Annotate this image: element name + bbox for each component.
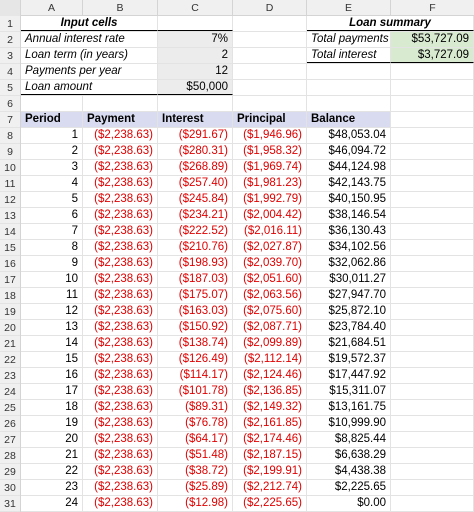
balance-cell[interactable]: $46,094.72 (307, 144, 391, 159)
period-cell[interactable]: 5 (21, 192, 83, 207)
period-cell[interactable]: 14 (21, 336, 83, 351)
payment-cell[interactable]: ($2,238.63) (83, 480, 158, 495)
table-row (21, 480, 474, 496)
cell[interactable] (391, 448, 474, 463)
interest-cell[interactable]: ($222.52) (158, 224, 233, 239)
cell[interactable] (391, 144, 474, 159)
balance-cell[interactable]: $13,161.75 (307, 400, 391, 415)
row-header[interactable]: 24 (0, 384, 20, 400)
row-header[interactable]: 14 (0, 224, 20, 240)
table-row (21, 416, 474, 432)
balance-cell[interactable]: $36,130.43 (307, 224, 391, 239)
row-header[interactable]: 23 (0, 368, 20, 384)
cell[interactable] (307, 96, 391, 111)
balance-cell[interactable]: $4,438.38 (307, 464, 391, 479)
period-cell[interactable]: 2 (21, 144, 83, 159)
interest-cell[interactable]: ($138.74) (158, 336, 233, 351)
interest-cell[interactable]: ($245.84) (158, 192, 233, 207)
cell[interactable] (391, 368, 474, 383)
table-row (21, 304, 474, 320)
balance-cell[interactable]: $19,572.37 (307, 352, 391, 367)
row-header[interactable]: 3 (0, 48, 20, 64)
balance-cell[interactable]: $44,124.98 (307, 160, 391, 175)
period-cell[interactable]: 4 (21, 176, 83, 191)
payment-cell[interactable]: ($2,238.63) (83, 144, 158, 159)
interest-cell[interactable]: ($280.31) (158, 144, 233, 159)
period-cell[interactable]: 12 (21, 304, 83, 319)
total-interest-value[interactable]: $3,727.09 (391, 48, 474, 63)
cell[interactable] (391, 320, 474, 335)
principal-cell[interactable]: ($2,187.15) (233, 448, 307, 463)
cell[interactable] (391, 272, 474, 287)
column-header-e[interactable]: E (307, 0, 391, 16)
payment-cell[interactable]: ($2,238.63) (83, 464, 158, 479)
cell[interactable] (391, 304, 474, 319)
principal-cell[interactable]: ($2,051.60) (233, 272, 307, 287)
cell[interactable] (233, 64, 307, 79)
row-header[interactable]: 10 (0, 160, 20, 176)
principal-cell[interactable]: ($2,174.46) (233, 432, 307, 447)
interest-cell[interactable]: ($198.93) (158, 256, 233, 271)
table-row (21, 496, 474, 512)
principal-cell[interactable]: ($2,004.42) (233, 208, 307, 223)
balance-cell[interactable]: $15,311.07 (307, 384, 391, 399)
balance-cell[interactable]: $34,102.56 (307, 240, 391, 255)
row-header[interactable]: 2 (0, 32, 20, 48)
payment-cell[interactable]: ($2,238.63) (83, 304, 158, 319)
cell[interactable] (391, 336, 474, 351)
period-cell[interactable]: 11 (21, 288, 83, 303)
row-header[interactable]: 6 (0, 96, 20, 112)
period-cell[interactable]: 23 (21, 480, 83, 495)
period-cell[interactable]: 15 (21, 352, 83, 367)
row-header[interactable]: 30 (0, 480, 20, 496)
table-row (21, 224, 474, 240)
row-header[interactable]: 27 (0, 432, 20, 448)
payment-cell[interactable]: ($2,238.63) (83, 240, 158, 255)
table-row (21, 432, 474, 448)
period-cell[interactable]: 1 (21, 128, 83, 143)
payment-cell[interactable]: ($2,238.63) (83, 208, 158, 223)
cell[interactable] (233, 16, 307, 31)
table-row (21, 128, 474, 144)
payment-cell[interactable]: ($2,238.63) (83, 400, 158, 415)
cell[interactable] (391, 128, 474, 143)
balance-cell[interactable]: $0.00 (307, 496, 391, 511)
table-row (21, 160, 474, 176)
period-cell[interactable]: 20 (21, 432, 83, 447)
header-balance[interactable]: Balance (307, 112, 391, 127)
principal-cell[interactable]: ($2,161.85) (233, 416, 307, 431)
cell[interactable] (233, 32, 307, 47)
cell[interactable] (233, 48, 307, 63)
principal-cell[interactable]: ($1,992.79) (233, 192, 307, 207)
payment-cell[interactable]: ($2,238.63) (83, 192, 158, 207)
cell[interactable] (391, 224, 474, 239)
table-row (21, 240, 474, 256)
cell[interactable] (307, 64, 391, 79)
table-row (21, 400, 474, 416)
table-row (21, 208, 474, 224)
cell[interactable] (391, 496, 474, 511)
principal-cell[interactable]: ($1,958.32) (233, 144, 307, 159)
interest-cell[interactable]: ($12.98) (158, 496, 233, 511)
interest-cell[interactable]: ($38.72) (158, 464, 233, 479)
interest-cell[interactable]: ($163.03) (158, 304, 233, 319)
table-row (21, 368, 474, 384)
cell[interactable] (233, 96, 307, 111)
period-cell[interactable]: 24 (21, 496, 83, 511)
balance-cell[interactable]: $27,947.70 (307, 288, 391, 303)
period-cell[interactable]: 17 (21, 384, 83, 399)
period-cell[interactable]: 3 (21, 160, 83, 175)
cell[interactable] (391, 208, 474, 223)
amount-value[interactable]: $50,000 (158, 80, 233, 95)
payment-cell[interactable]: ($2,238.63) (83, 384, 158, 399)
column-header-bar (0, 0, 474, 16)
principal-cell[interactable]: ($1,946.96) (233, 128, 307, 143)
period-cell[interactable]: 7 (21, 224, 83, 239)
cell[interactable] (391, 480, 474, 495)
column-header-f[interactable]: F (429, 2, 436, 14)
payment-cell[interactable]: ($2,238.63) (83, 352, 158, 367)
term-label[interactable]: Loan term (in years) (21, 48, 158, 63)
payment-cell[interactable]: ($2,238.63) (83, 224, 158, 239)
cell[interactable] (391, 80, 474, 95)
balance-cell[interactable]: $10,999.90 (307, 416, 391, 431)
table-row (21, 384, 474, 400)
table-row (21, 352, 474, 368)
cell[interactable] (391, 192, 474, 207)
table-row (21, 448, 474, 464)
cell[interactable] (391, 112, 474, 127)
row-header[interactable]: 26 (0, 416, 20, 432)
sheet-row (21, 32, 474, 48)
table-row (21, 288, 474, 304)
cell[interactable] (391, 160, 474, 175)
cell[interactable] (391, 352, 474, 367)
row-header[interactable]: 15 (0, 240, 20, 256)
principal-cell[interactable]: ($2,027.87) (233, 240, 307, 255)
cell[interactable] (391, 400, 474, 415)
loan-summary-title[interactable]: Loan summary (307, 16, 474, 31)
payment-cell[interactable]: ($2,238.63) (83, 176, 158, 191)
row-header[interactable]: 4 (0, 64, 20, 80)
sheet-row (21, 48, 474, 64)
payment-cell[interactable]: ($2,238.63) (83, 160, 158, 175)
row-header[interactable]: 16 (0, 256, 20, 272)
balance-cell[interactable]: $32,062.86 (307, 256, 391, 271)
interest-cell[interactable]: ($64.17) (158, 432, 233, 447)
term-value[interactable]: 2 (158, 48, 233, 63)
row-header[interactable]: 22 (0, 352, 20, 368)
row-header-bar (0, 16, 21, 512)
row-header[interactable]: 29 (0, 464, 20, 480)
principal-cell[interactable]: ($2,016.11) (233, 224, 307, 239)
row-header[interactable]: 21 (0, 336, 20, 352)
interest-cell[interactable]: ($150.92) (158, 320, 233, 335)
rate-label[interactable]: Annual interest rate (21, 32, 158, 47)
period-cell[interactable]: 22 (21, 464, 83, 479)
period-cell[interactable]: 8 (21, 240, 83, 255)
interest-cell[interactable]: ($175.07) (158, 288, 233, 303)
balance-cell[interactable]: $17,447.92 (307, 368, 391, 383)
table-row (21, 336, 474, 352)
row-header[interactable]: 9 (0, 144, 20, 160)
table-row (21, 464, 474, 480)
interest-cell[interactable]: ($268.89) (158, 160, 233, 175)
cell[interactable] (158, 16, 233, 31)
interest-cell[interactable]: ($234.21) (158, 208, 233, 223)
cell[interactable] (391, 64, 474, 79)
payment-cell[interactable]: ($2,238.63) (83, 288, 158, 303)
payment-cell[interactable]: ($2,238.63) (83, 256, 158, 271)
interest-cell[interactable]: ($89.31) (158, 400, 233, 415)
principal-cell[interactable]: ($2,063.56) (233, 288, 307, 303)
interest-cell[interactable]: ($51.48) (158, 448, 233, 463)
cell[interactable] (21, 96, 83, 111)
interest-cell[interactable]: ($126.49) (158, 352, 233, 367)
ppy-value[interactable]: 12 (158, 64, 233, 79)
column-header-d[interactable]: D (233, 0, 307, 16)
row-header[interactable]: 5 (0, 80, 20, 96)
interest-cell[interactable]: ($25.89) (158, 480, 233, 495)
cell[interactable] (391, 256, 474, 271)
sheet-row (21, 16, 474, 32)
balance-cell[interactable]: $38,146.54 (307, 208, 391, 223)
principal-cell[interactable]: ($2,124.46) (233, 368, 307, 383)
row-header[interactable]: 1 (0, 16, 20, 32)
period-cell[interactable]: 6 (21, 208, 83, 223)
header-interest[interactable]: Interest (158, 112, 233, 127)
balance-cell[interactable]: $8,825.44 (307, 432, 391, 447)
table-row (21, 176, 474, 192)
cell[interactable] (391, 240, 474, 255)
amount-label[interactable]: Loan amount (21, 80, 158, 95)
payment-cell[interactable]: ($2,238.63) (83, 368, 158, 383)
cell[interactable] (391, 432, 474, 447)
cell[interactable] (158, 96, 233, 111)
balance-cell[interactable]: $6,638.29 (307, 448, 391, 463)
interest-cell[interactable]: ($114.17) (158, 368, 233, 383)
interest-cell[interactable]: ($101.78) (158, 384, 233, 399)
row-header[interactable]: 8 (0, 128, 20, 144)
cell[interactable] (391, 288, 474, 303)
cell[interactable] (391, 464, 474, 479)
cell[interactable] (391, 384, 474, 399)
table-row (21, 144, 474, 160)
table-row (21, 256, 474, 272)
input-cells-title[interactable]: Input cells (21, 16, 158, 31)
period-cell[interactable]: 18 (21, 400, 83, 415)
sheet-row (21, 80, 474, 96)
period-cell[interactable]: 19 (21, 416, 83, 431)
principal-cell[interactable]: ($2,149.32) (233, 400, 307, 415)
row-header[interactable]: 18 (0, 288, 20, 304)
row-header[interactable]: 25 (0, 400, 20, 416)
balance-cell[interactable]: $25,872.10 (307, 304, 391, 319)
period-cell[interactable]: 9 (21, 256, 83, 271)
ppy-label[interactable]: Payments per year (21, 64, 158, 79)
period-cell[interactable]: 21 (21, 448, 83, 463)
interest-cell[interactable]: ($291.67) (158, 128, 233, 143)
interest-cell[interactable]: ($187.03) (158, 272, 233, 287)
column-header-c[interactable]: C (158, 0, 233, 16)
header-principal[interactable]: Principal (233, 112, 307, 127)
balance-cell[interactable]: $23,784.40 (307, 320, 391, 335)
header-period[interactable]: Period (21, 112, 83, 127)
table-row (21, 320, 474, 336)
principal-cell[interactable]: ($1,969.74) (233, 160, 307, 175)
principal-cell[interactable]: ($1,981.23) (233, 176, 307, 191)
balance-cell[interactable]: $2,225.65 (307, 480, 391, 495)
interest-cell[interactable]: ($210.76) (158, 240, 233, 255)
header-payment[interactable]: Payment (83, 112, 158, 127)
row-header[interactable]: 17 (0, 272, 20, 288)
principal-cell[interactable]: ($2,225.65) (233, 496, 307, 511)
balance-cell[interactable]: $30,011.27 (307, 272, 391, 287)
row-header[interactable]: 11 (0, 176, 20, 192)
interest-cell[interactable]: ($76.78) (158, 416, 233, 431)
row-header[interactable]: 12 (0, 192, 20, 208)
total-payments-label[interactable]: Total payments (307, 32, 391, 47)
balance-cell[interactable]: $42,143.75 (307, 176, 391, 191)
period-cell[interactable]: 16 (21, 368, 83, 383)
principal-cell[interactable]: ($2,099.89) (233, 336, 307, 351)
row-header[interactable]: 19 (0, 304, 20, 320)
row-header[interactable]: 31 (0, 496, 20, 512)
total-interest-label[interactable]: Total interest (307, 48, 391, 63)
cell[interactable] (391, 416, 474, 431)
cell[interactable] (391, 96, 474, 111)
row-header[interactable]: 13 (0, 208, 20, 224)
principal-cell[interactable]: ($2,112.14) (233, 352, 307, 367)
balance-cell[interactable]: $48,053.04 (307, 128, 391, 143)
cell[interactable] (233, 80, 307, 95)
period-cell[interactable]: 13 (21, 320, 83, 335)
principal-cell[interactable]: ($2,075.60) (233, 304, 307, 319)
table-row (21, 192, 474, 208)
sheet-row (21, 64, 474, 80)
payment-cell[interactable]: ($2,238.63) (83, 128, 158, 143)
interest-cell[interactable]: ($257.40) (158, 176, 233, 191)
balance-cell[interactable]: $21,684.51 (307, 336, 391, 351)
cell[interactable] (307, 80, 391, 95)
row-header[interactable]: 7 (0, 112, 20, 128)
principal-cell[interactable]: ($2,039.70) (233, 256, 307, 271)
cell[interactable] (391, 176, 474, 191)
payment-cell[interactable]: ($2,238.63) (83, 448, 158, 463)
cell[interactable] (83, 96, 158, 111)
payment-cell[interactable]: ($2,238.63) (83, 432, 158, 447)
payment-cell[interactable]: ($2,238.63) (83, 272, 158, 287)
row-header[interactable]: 20 (0, 320, 20, 336)
table-row (21, 272, 474, 288)
payment-cell[interactable]: ($2,238.63) (83, 496, 158, 511)
principal-cell[interactable]: ($2,087.71) (233, 320, 307, 335)
period-cell[interactable]: 10 (21, 272, 83, 287)
cell-grid (21, 16, 474, 512)
column-header-b[interactable]: B (83, 0, 158, 16)
principal-cell[interactable]: ($2,136.85) (233, 384, 307, 399)
principal-cell[interactable]: ($2,212.74) (233, 480, 307, 495)
total-payments-value[interactable]: $53,727.09 (391, 32, 474, 47)
select-all-corner[interactable] (0, 0, 21, 16)
payment-cell[interactable]: ($2,238.63) (83, 336, 158, 351)
amortization-header-row (21, 112, 474, 128)
column-header-a[interactable]: A (21, 0, 83, 16)
rate-value[interactable]: 7% (158, 32, 233, 47)
sheet-row (21, 96, 474, 112)
balance-cell[interactable]: $40,150.95 (307, 192, 391, 207)
principal-cell[interactable]: ($2,199.91) (233, 464, 307, 479)
payment-cell[interactable]: ($2,238.63) (83, 320, 158, 335)
payment-cell[interactable]: ($2,238.63) (83, 416, 158, 431)
row-header[interactable]: 28 (0, 448, 20, 464)
